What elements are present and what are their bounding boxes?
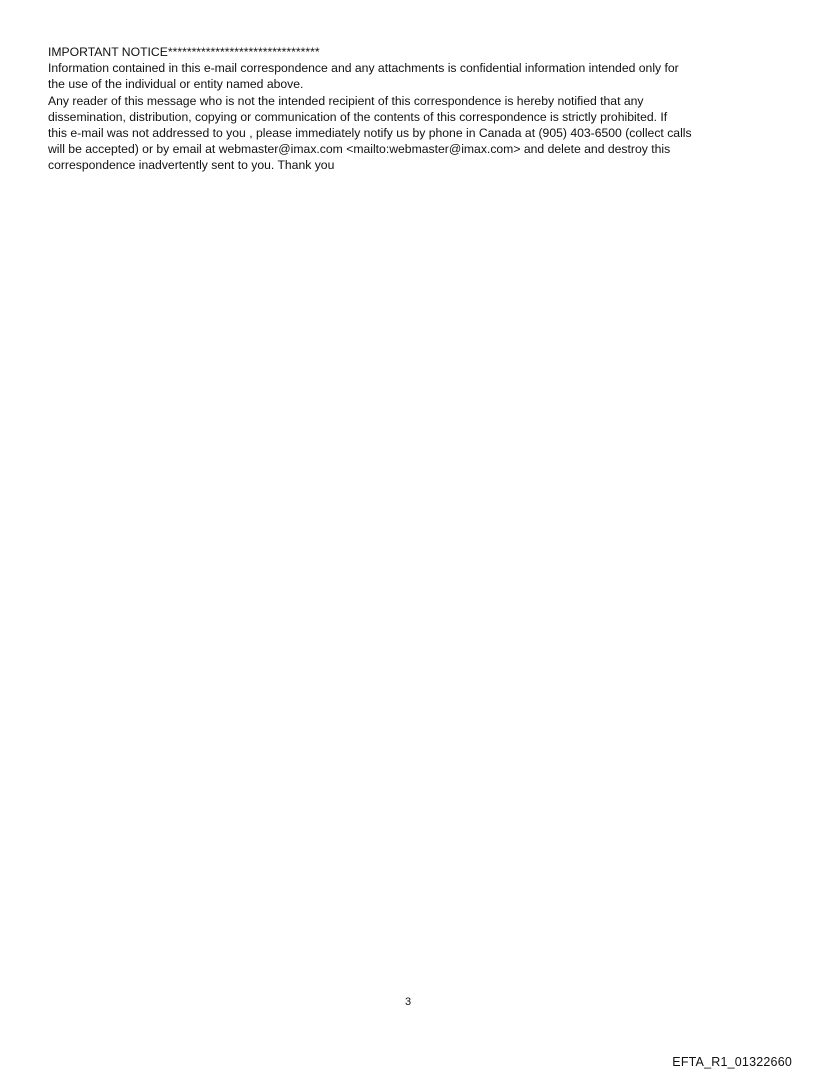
notice-line: dissemination, distribution, copying or communication of the contents of this correspondence is strictly prohibited. If <box>48 109 668 124</box>
notice-line: Information contained in this e-mail correspondence and any attachments is confidential information intended only for <box>48 61 679 76</box>
notice-line: this e-mail was not addressed to you , please immediately notify us by phone in Canada at (905) 403-6500 (collect calls <box>48 126 692 141</box>
notice-line: correspondence inadvertently sent to you. Thank you <box>48 158 335 173</box>
page-number: 3 <box>404 996 412 1008</box>
notice-line: will be accepted) or by email at webmaster@imax.com <mailto:webmaster@imax.com> and delete and destroy this <box>48 142 671 157</box>
notice-heading: IMPORTANT NOTICE******************************** <box>48 45 320 59</box>
notice-line: Any reader of this message who is not the intended recipient of this correspondence is hereby notified that any <box>48 93 644 108</box>
confidentiality-notice <box>48 44 778 174</box>
document-id: EFTA_R1_01322660 <box>672 1055 792 1069</box>
notice-line: the use of the individual or entity named above. <box>48 77 304 92</box>
